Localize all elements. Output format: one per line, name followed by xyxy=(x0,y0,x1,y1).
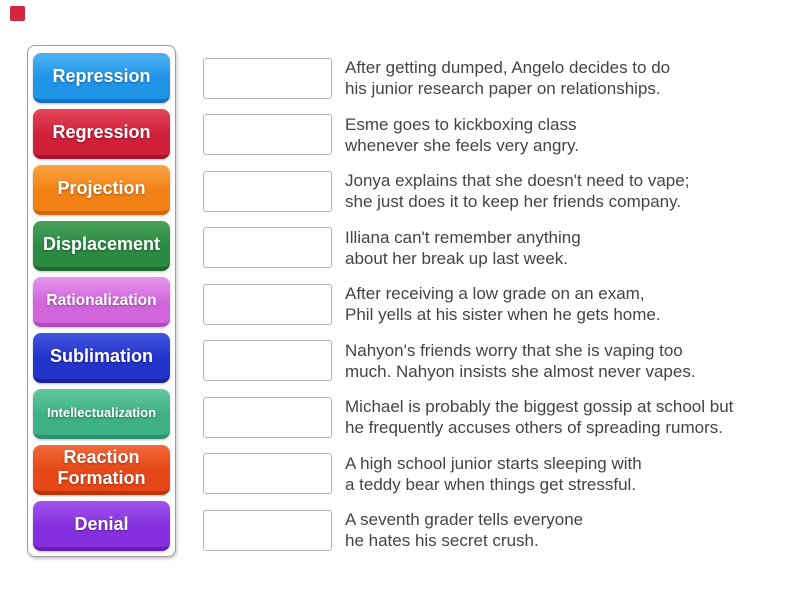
tile-label: Sublimation xyxy=(50,345,153,366)
tile-projection[interactable] xyxy=(33,165,170,215)
match-row xyxy=(203,114,788,156)
tile-rationalization[interactable] xyxy=(33,277,170,327)
clue-line-1: Nahyon's friends worry that she is vaping too xyxy=(345,340,683,360)
clue-line-2: he frequently accuses others of spreading rumors. xyxy=(345,418,723,437)
drop-box[interactable] xyxy=(203,114,332,155)
tile-denial[interactable] xyxy=(33,501,170,551)
match-row xyxy=(203,170,788,212)
clue-line-1: Esme goes to kickboxing class xyxy=(345,114,577,134)
answers-panel-list xyxy=(33,53,170,551)
clue-line-2: a teddy bear when things get stressful. xyxy=(345,474,637,494)
drop-box[interactable] xyxy=(203,284,332,325)
match-row xyxy=(203,396,788,438)
clue-line-2: he hates his secret crush. xyxy=(345,531,539,550)
match-row xyxy=(203,453,788,495)
clue-line-1: Michael is probably the biggest gossip at school but xyxy=(345,397,734,416)
tile-label: Denial xyxy=(74,513,129,534)
clue-text xyxy=(345,170,689,212)
drop-box[interactable] xyxy=(203,340,332,381)
tile-label: Rationalization xyxy=(46,291,157,309)
clue-line-1: After receiving a low grade on an exam, xyxy=(345,284,645,303)
match-row xyxy=(203,283,788,325)
clue-line-2: whenever she feels very angry. xyxy=(345,135,580,155)
clue-text xyxy=(345,227,581,269)
match-row xyxy=(203,340,788,382)
tile-label: Reaction Formation xyxy=(57,447,146,488)
tile-repression[interactable] xyxy=(33,53,170,103)
clue-text xyxy=(345,283,661,325)
tile-label: Displacement xyxy=(42,233,161,254)
clue-line-1: Jonya explains that she doesn't need to vape; xyxy=(345,171,690,190)
clue-line-2: Phil yells at his sister when he gets home. xyxy=(345,305,661,324)
tile-displacement[interactable] xyxy=(33,221,170,271)
answers-panel xyxy=(27,45,176,557)
clue-text xyxy=(345,57,670,99)
clue-line-1: A seventh grader tells everyone xyxy=(345,510,584,529)
drop-box[interactable] xyxy=(203,453,332,494)
clue-line-1: After getting dumped, Angelo decides to do xyxy=(345,58,671,77)
tile-label: Repression xyxy=(52,65,151,86)
drop-box[interactable] xyxy=(203,510,332,551)
match-row xyxy=(203,57,788,99)
match-row xyxy=(203,227,788,269)
red-square-marker xyxy=(10,6,25,21)
match-row xyxy=(203,509,788,551)
tile-label: Projection xyxy=(57,177,146,198)
drop-box[interactable] xyxy=(203,171,332,212)
clue-line-1: Illiana can't remember anything xyxy=(345,227,581,247)
drop-box[interactable] xyxy=(203,397,332,438)
clue-text xyxy=(345,509,583,551)
tile-regression[interactable] xyxy=(33,109,170,159)
tile-intellectualization[interactable] xyxy=(33,389,170,439)
clue-line-2: much. Nahyon insists she almost never vapes. xyxy=(345,361,696,381)
clue-line-2: she just does it to keep her friends company. xyxy=(345,192,682,211)
drop-box[interactable] xyxy=(203,58,332,99)
clue-line-2: about her break up last week. xyxy=(345,248,569,268)
clue-text xyxy=(345,114,579,156)
match-rows xyxy=(203,57,788,566)
tile-label: Intellectualization xyxy=(46,404,157,420)
clue-text xyxy=(345,453,642,495)
clue-text xyxy=(345,396,733,438)
clue-text xyxy=(345,340,696,382)
clue-line-2: his junior research paper on relationships. xyxy=(345,79,661,98)
tile-reaction-formation[interactable] xyxy=(33,445,170,495)
tile-label: Regression xyxy=(52,121,151,142)
drop-box[interactable] xyxy=(203,227,332,268)
tile-sublimation[interactable] xyxy=(33,333,170,383)
clue-line-1: A high school junior starts sleeping with xyxy=(345,453,642,473)
